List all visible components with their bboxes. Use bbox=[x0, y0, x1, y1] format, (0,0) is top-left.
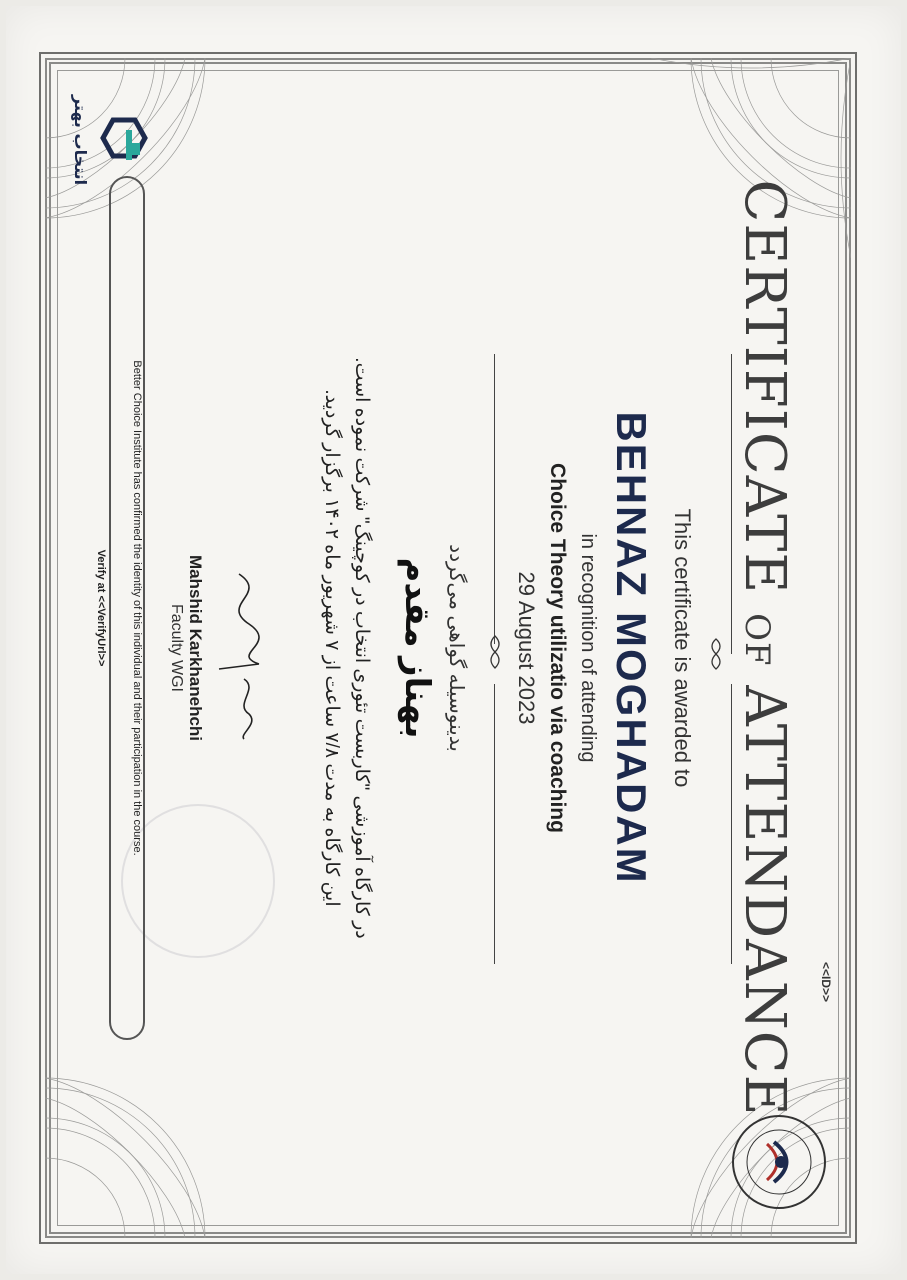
title-word-of: OF bbox=[737, 613, 777, 667]
awarded-text: This certificate is awarded to bbox=[670, 508, 695, 788]
persian-recipient-name: بهناز مقدم bbox=[398, 557, 436, 739]
logo-text: انتخاب بهتر bbox=[71, 94, 90, 186]
signatory-title: Faculty WGI bbox=[168, 603, 185, 692]
divider-line bbox=[494, 354, 495, 644]
divider-line bbox=[731, 684, 732, 964]
footer-confirmation-text: Better Choice Institute has confirmed the identity of this individual and their participation in the course. bbox=[131, 360, 143, 856]
footer-verification-bar bbox=[95, 176, 145, 1040]
persian-duration-line: این کارگاه به مدت ۷/۸ ساعت از ۷ شهریور ماه ۱۴۰۲ برگزار گردید. bbox=[321, 389, 342, 907]
corner-pattern-bottom-right bbox=[45, 1038, 245, 1238]
flourish-ornament-icon bbox=[707, 637, 725, 671]
flourish-ornament-icon bbox=[485, 632, 505, 672]
divider-line bbox=[731, 354, 732, 654]
id-placeholder: <<ID>> bbox=[819, 961, 833, 1002]
persian-course-line: در کارگاه آموزشی "کاربست تئوری انتخاب در کوچینگ" شرکت نموده است. bbox=[351, 357, 372, 939]
better-choice-logo-icon bbox=[55, 80, 155, 210]
persian-intro: بدینوسیله گواهی می‌گردد bbox=[445, 544, 467, 752]
title-word-attendance: ATTENDANCE bbox=[732, 685, 797, 1117]
handwritten-signature bbox=[209, 564, 279, 744]
title-word-certificate: CERTIFICATE bbox=[732, 179, 797, 595]
certificate-title bbox=[732, 64, 797, 1232]
recipient-name: BEHNAZ MOGHADAM bbox=[608, 411, 655, 885]
divider-line bbox=[494, 684, 495, 964]
footer-verify-text: Verify at <<VerifyUrl>> bbox=[95, 549, 107, 667]
course-name: Choice Theory utilizatio via coaching bbox=[546, 463, 569, 833]
certificate bbox=[45, 58, 851, 1238]
recognition-text: in recognition of attending bbox=[577, 533, 599, 763]
certificate-date: 29 August 2023 bbox=[514, 571, 539, 725]
signatory-name: Mahshid Karkhanehchi bbox=[186, 554, 205, 742]
